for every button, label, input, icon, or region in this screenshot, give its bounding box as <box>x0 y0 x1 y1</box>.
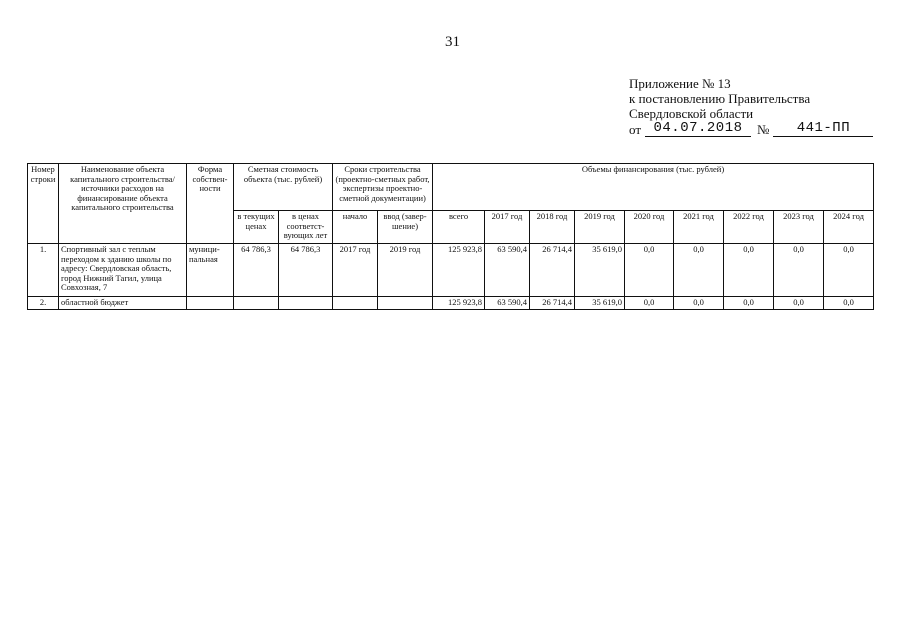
header-object-name: Наименование объекта капитального строительства/ источники расходов на финансирование объекта капитального строительства <box>59 164 187 244</box>
row-year-2024: 0,0 <box>824 297 874 310</box>
funding-table <box>27 163 874 310</box>
appendix-signature-line <box>629 121 879 137</box>
row-number: 2. <box>28 297 59 310</box>
row-year-2024: 0,0 <box>824 244 874 297</box>
row-completion <box>378 297 433 310</box>
row-year-2017: 63 590,4 <box>485 244 530 297</box>
appendix-line-3: Свердловской области <box>629 106 754 121</box>
header-year-2023: 2023 год <box>774 211 824 244</box>
row-start <box>333 297 378 310</box>
resolution-date: 04.07.2018 <box>645 121 751 137</box>
header-current-prices: в текущих ценах <box>234 211 279 244</box>
row-number: 1. <box>28 244 59 297</box>
page-number: 31 <box>445 34 460 50</box>
row-completion: 2019 год <box>378 244 433 297</box>
table-row <box>28 244 874 297</box>
row-year-2020: 0,0 <box>625 244 674 297</box>
row-year-2018: 26 714,4 <box>530 244 575 297</box>
row-year-2018: 26 714,4 <box>530 297 575 310</box>
row-total: 125 923,8 <box>433 297 485 310</box>
row-year-2019: 35 619,0 <box>575 244 625 297</box>
header-row-number: Номер строки <box>28 164 59 244</box>
row-year-2023: 0,0 <box>774 244 824 297</box>
header-year-2021: 2021 год <box>674 211 724 244</box>
row-year-2017: 63 590,4 <box>485 297 530 310</box>
header-funding: Объемы финансирования (тыс. рублей) <box>433 164 874 211</box>
row-name: областной бюджет <box>59 297 187 310</box>
row-corresponding-prices <box>279 297 333 310</box>
header-row-1 <box>28 164 874 211</box>
header-estimated-cost: Сметная стоимость объекта (тыс. рублей) <box>234 164 333 211</box>
row-year-2021: 0,0 <box>674 297 724 310</box>
row-ownership <box>187 297 234 310</box>
row-year-2020: 0,0 <box>625 297 674 310</box>
header-corresponding-prices: в ценах соответст-вующих лет <box>279 211 333 244</box>
row-ownership: муници-пальная <box>187 244 234 297</box>
table-row <box>28 297 874 310</box>
header-year-2018: 2018 год <box>530 211 575 244</box>
header-year-2020: 2020 год <box>625 211 674 244</box>
header-ownership: Форма собствен-ности <box>187 164 234 244</box>
header-year-2019: 2019 год <box>575 211 625 244</box>
header-year-2022: 2022 год <box>724 211 774 244</box>
row-year-2021: 0,0 <box>674 244 724 297</box>
row-year-2022: 0,0 <box>724 244 774 297</box>
header-total: всего <box>433 211 485 244</box>
row-current-prices <box>234 297 279 310</box>
header-completion: ввод (завер-шение) <box>378 211 433 244</box>
header-start: начало <box>333 211 378 244</box>
row-corresponding-prices: 64 786,3 <box>279 244 333 297</box>
row-year-2019: 35 619,0 <box>575 297 625 310</box>
row-name: Спортивный зал с теплым переходом к зданию школы по адресу: Свердловская область, город Нижний Тагил, улица Совхозная, 7 <box>59 244 187 297</box>
row-total: 125 923,8 <box>433 244 485 297</box>
from-label: от <box>629 122 642 137</box>
row-current-prices: 64 786,3 <box>234 244 279 297</box>
appendix-title: Приложение № 13 <box>629 76 731 91</box>
number-label: № <box>757 122 770 137</box>
appendix-block <box>629 76 879 137</box>
row-start: 2017 год <box>333 244 378 297</box>
resolution-number: 441-ПП <box>773 121 873 137</box>
header-year-2024: 2024 год <box>824 211 874 244</box>
appendix-line-2: к постановлению Правительства <box>629 91 811 106</box>
header-year-2017: 2017 год <box>485 211 530 244</box>
row-year-2022: 0,0 <box>724 297 774 310</box>
header-construction-terms: Сроки строительства (проектно-сметных работ, экспертизы проектно-сметной документации) <box>333 164 433 211</box>
row-year-2023: 0,0 <box>774 297 824 310</box>
